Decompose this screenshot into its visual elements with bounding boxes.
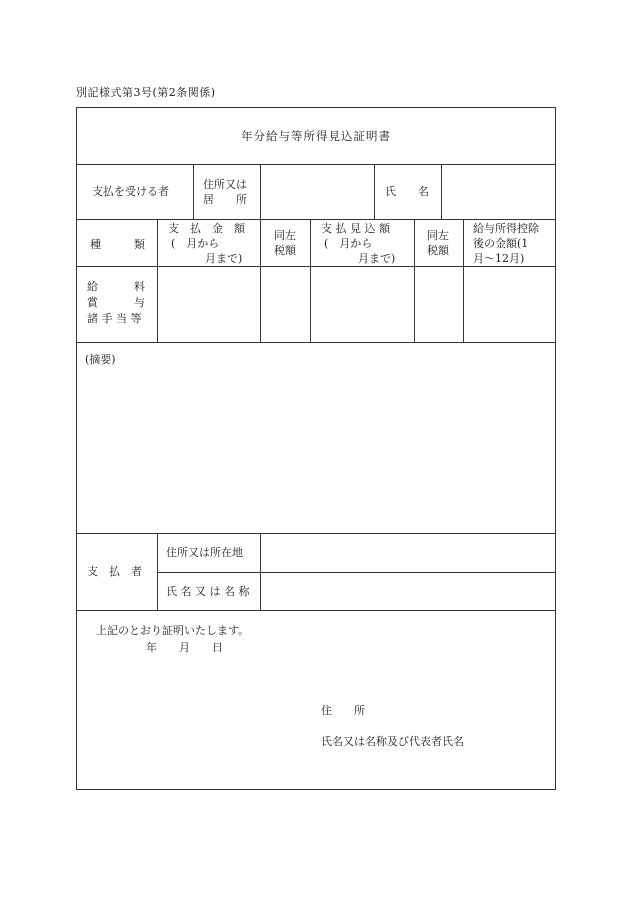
certification-date: 年 月 日	[146, 641, 223, 654]
divider	[260, 533, 261, 610]
payer-address-label: 住所又は所在地	[166, 546, 243, 559]
column-expected-amount: ( 月から	[324, 237, 373, 250]
column-deduction: 月～12月)	[473, 252, 525, 265]
column-deduction: 後の金額(1	[473, 237, 529, 250]
certifier-name-label: 氏名又は名称及び代表者氏名	[321, 735, 464, 748]
column-expected-amount: 月まで)	[358, 252, 396, 265]
column-tax: 同左	[274, 229, 296, 242]
divider	[157, 572, 556, 573]
column-tax: 税額	[274, 244, 296, 257]
column-kind: 種 類	[90, 238, 145, 251]
recipient-label: 支払を受ける者	[92, 185, 169, 198]
income-type-allowance: 諸手当等	[87, 312, 145, 325]
payer-label: 支 払 者	[87, 565, 142, 578]
divider	[441, 164, 442, 219]
divider	[76, 164, 556, 165]
recipient-address-label: 居 所	[203, 193, 247, 206]
summary-label: (摘要)	[85, 353, 116, 366]
divider	[260, 164, 261, 219]
divider	[310, 219, 311, 342]
column-expected-amount: 支 払 見 込 額	[321, 222, 390, 235]
form-title: 年分給与等所得見込証明書	[241, 129, 391, 143]
divider	[414, 219, 415, 342]
recipient-address-label: 住所又は	[203, 178, 247, 191]
divider	[76, 266, 556, 267]
divider	[157, 533, 158, 610]
recipient-name-label: 氏 名	[385, 185, 429, 198]
divider	[374, 164, 375, 219]
income-type-salary: 給 料	[87, 280, 145, 293]
divider	[157, 219, 158, 342]
divider	[76, 610, 556, 611]
certifier-address-label: 住 所	[321, 704, 365, 717]
column-tax: 同左	[427, 229, 449, 242]
divider	[76, 219, 556, 220]
column-paid-amount: 支 払 金 額	[168, 222, 245, 235]
column-tax: 税額	[427, 244, 449, 257]
divider	[76, 342, 556, 343]
column-deduction: 給与所得控除	[473, 222, 539, 235]
divider	[76, 533, 556, 534]
certificate-form	[76, 107, 556, 790]
divider	[463, 219, 464, 342]
divider	[260, 219, 261, 342]
certification-statement: 上記のとおり証明いたします。	[96, 624, 250, 637]
income-type-bonus: 賞 与	[87, 296, 145, 309]
column-paid-amount: 月まで)	[205, 252, 243, 265]
payer-name-label: 氏 名 又 は 名 称	[166, 585, 250, 598]
divider	[193, 164, 194, 219]
form-label: 別記様式第3号(第2条関係)	[76, 86, 216, 99]
column-paid-amount: ( 月から	[171, 237, 220, 250]
